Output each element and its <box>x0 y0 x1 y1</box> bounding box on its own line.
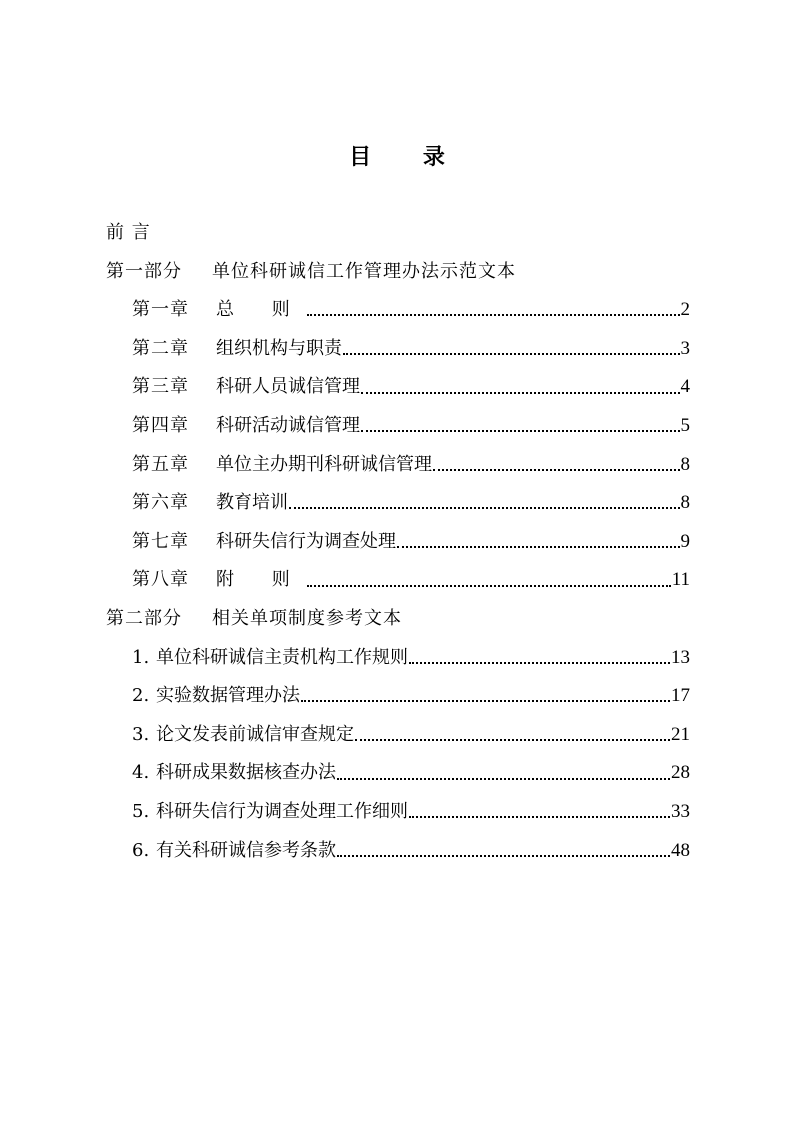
toc-item-3[interactable] <box>106 716 690 755</box>
toc-chapter-6[interactable] <box>106 484 690 523</box>
item-number: 1. <box>132 646 150 668</box>
chapter-number: 第三章 <box>132 376 189 398</box>
item-title: 科研失信行为调查处理工作细则 <box>156 800 408 822</box>
part-title: 相关单项制度参考文本 <box>212 607 402 629</box>
toc-item-2[interactable] <box>106 677 690 716</box>
chapter-title: 科研失信行为调查处理 <box>216 530 396 552</box>
dot-leader <box>361 379 680 397</box>
chapter-title: 科研活动诚信管理 <box>216 414 360 436</box>
part-number: 第一部分 <box>106 260 182 282</box>
toc-chapter-3[interactable] <box>106 368 690 407</box>
item-title: 实验数据管理办法 <box>156 685 300 707</box>
chapter-title: 科研人员诚信管理 <box>216 376 360 398</box>
page-number: 11 <box>671 569 690 591</box>
dot-leader <box>355 726 670 744</box>
toc-item-4[interactable] <box>106 754 690 793</box>
dot-leader <box>337 842 670 860</box>
page-number: 21 <box>671 723 690 745</box>
dot-leader <box>337 765 670 783</box>
item-title: 科研成果数据核查办法 <box>156 762 336 784</box>
item-number: 5. <box>132 800 150 822</box>
dot-leader <box>397 533 680 551</box>
page-number: 8 <box>680 492 690 514</box>
dot-leader <box>361 417 680 435</box>
item-number: 6. <box>132 839 150 861</box>
toc-chapter-2[interactable] <box>106 330 690 369</box>
page-number: 17 <box>671 685 690 707</box>
item-number: 3. <box>132 723 150 745</box>
page-number: 3 <box>680 337 690 359</box>
table-of-contents <box>106 214 690 870</box>
page-number: 13 <box>671 646 690 668</box>
page-number: 48 <box>671 839 690 861</box>
toc-chapter-4[interactable] <box>106 407 690 446</box>
chapter-number: 第二章 <box>132 337 189 359</box>
toc-chapter-8[interactable] <box>106 561 690 600</box>
page-number: 4 <box>680 376 690 398</box>
chapter-number: 第四章 <box>132 414 189 436</box>
dot-leader <box>289 494 680 512</box>
chapter-title: 组织机构与职责 <box>216 337 342 359</box>
item-title: 有关科研诚信参考条款 <box>156 839 336 861</box>
item-number: 2. <box>132 685 150 707</box>
toc-item-5[interactable] <box>106 793 690 832</box>
chapter-number: 第五章 <box>132 453 189 475</box>
toc-chapter-5[interactable] <box>106 446 690 485</box>
chapter-title: 附 则 <box>216 569 306 591</box>
part-number: 第二部分 <box>106 607 182 629</box>
page-number: 33 <box>671 800 690 822</box>
chapter-title: 教育培训 <box>216 492 288 514</box>
dot-leader <box>343 340 680 358</box>
part-title: 单位科研诚信工作管理办法示范文本 <box>212 260 516 282</box>
dot-leader <box>307 301 680 319</box>
page-number: 8 <box>680 453 690 475</box>
chapter-number: 第一章 <box>132 299 189 321</box>
chapter-number: 第八章 <box>132 569 189 591</box>
toc-item-6[interactable] <box>106 832 690 871</box>
dot-leader <box>409 649 670 667</box>
page-title: 目 录 <box>349 144 467 170</box>
toc-preface-label: 前 言 <box>106 222 151 243</box>
page-number: 5 <box>680 414 690 436</box>
chapter-number: 第七章 <box>132 530 189 552</box>
dot-leader <box>409 803 670 821</box>
page-number: 28 <box>671 762 690 784</box>
chapter-title: 单位主办期刊科研诚信管理 <box>216 453 432 475</box>
toc-part-2[interactable] <box>106 600 690 639</box>
dot-leader <box>433 456 680 474</box>
dot-leader <box>301 687 670 705</box>
item-number: 4. <box>132 762 150 784</box>
toc-chapter-1[interactable] <box>106 291 690 330</box>
page-number: 2 <box>680 299 690 321</box>
chapter-number: 第六章 <box>132 492 189 514</box>
page-number: 9 <box>680 530 690 552</box>
toc-chapter-7[interactable] <box>106 523 690 562</box>
toc-part-1[interactable] <box>106 253 690 292</box>
toc-item-1[interactable] <box>106 639 690 678</box>
chapter-title: 总 则 <box>216 299 306 321</box>
dot-leader <box>307 572 671 590</box>
item-title: 单位科研诚信主责机构工作规则 <box>156 646 408 668</box>
item-title: 论文发表前诚信审查规定 <box>156 723 354 745</box>
toc-preface[interactable] <box>106 214 690 253</box>
